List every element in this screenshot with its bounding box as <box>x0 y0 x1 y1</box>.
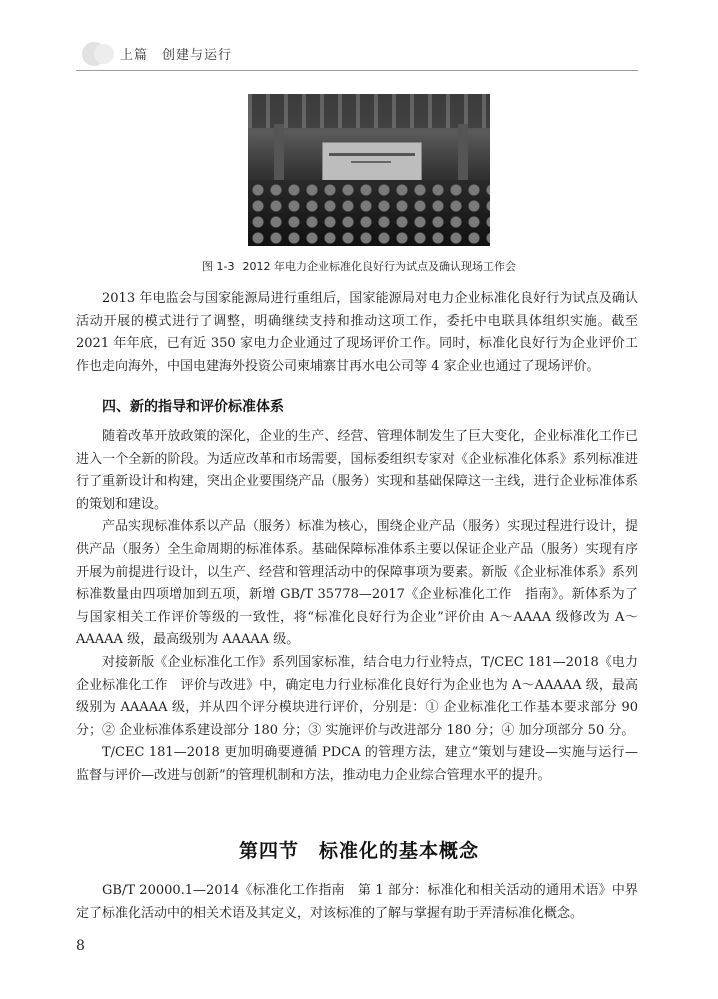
paragraph: 对接新版《企业标准化工作》系列国家标准，结合电力行业特点，T/CEC 181—2018《电力企业标准化工作 评价与改进》中，确定电力行业标准化良好行为企业也为 A～AAAAA 级，最高级别为 AAAAA 级，并从四个评分模块进行评价，分别是：① 企业标准化工作基本要求部分 90 分；② 企业标准体系建设部分 180 分；③ 实施评价与改进部分 180 分；④ 加分项部分 50 分。 <box>76 654 638 738</box>
body-block-section <box>76 426 638 788</box>
running-header <box>76 36 638 71</box>
paragraph: T/CEC 181—2018 更加明确要遵循 PDCA 的管理方法，建立“策划与建设—实施与运行—监督与评价—改进与创新”的管理机制和方法，推动电力企业综合管理水平的提升。 <box>76 745 638 783</box>
paragraph: 随着改革开放政策的深化，企业的生产、经营、管理体制发生了巨大变化，企业标准化工作已进入一个全新的阶段。为适应改革和市场需要，国标委组织专家对《企业标准化体系》系列标准进行了重新设计和构建，突出企业要围绕产品（服务）实现和基础保障这一主线，进行企业标准体系的策划和建设。 <box>76 429 638 512</box>
photo-banner-text-line <box>329 153 415 156</box>
photo-audience <box>248 180 490 246</box>
body-block-chapter <box>76 880 638 925</box>
photo-ceiling-lights <box>248 94 490 128</box>
figure-caption-number: 图 1-3 <box>202 260 235 273</box>
photo-banner-text-line <box>351 161 391 163</box>
page-number: 8 <box>76 938 85 954</box>
section-heading: 四、新的指导和评价标准体系 <box>102 399 284 415</box>
paragraph: 2013 年电监会与国家能源局进行重组后，国家能源局对电力企业标准化良好行为试点及确认活动开展的模式进行了调整，明确继续支持和推动这项工作，委托中电联具体组织实施。截至 2021 年年底，已有近 350 家电力企业通过了现场评价工作。同时，标准化良好行为企业评价工作也走向海外，中国电建海外投资公司柬埔寨甘再水电公司等 4 家企业也通过了现场评价。 <box>76 291 638 374</box>
meeting-photo <box>248 94 490 246</box>
paragraph: GB/T 20000.1—2014《标准化工作指南 第 1 部分：标准化和相关活动的通用术语》中界定了标准化活动中的相关术语及其定义，对该标准的了解与掌握有助于弄清标准化概念。 <box>76 883 638 921</box>
running-title: 上篇 创建与运行 <box>120 48 233 63</box>
body-block-top <box>76 288 638 378</box>
header-decoration-icon <box>80 39 116 69</box>
paragraph: 产品实现标准体系以产品（服务）标准为核心，围绕企业产品（服务）实现过程进行设计，提供产品（服务）全生命周期的标准体系。基础保障标准体系主要以保证企业产品（服务）实现有序开展为前提进行设计，以生产、经营和管理活动中的保障事项为要素。新版《企业标准体系》系列标准数量由四项增加到五项，新增 GB/T 35778—2017《企业标准化工作 指南》。新体系为了与国家相关工作评价等级的一致性，将“标准化良好行为企业”评价由 A～AAAA 级修改为 A～AAAAA 级，最高级别为 AAAAA 级。 <box>76 519 638 648</box>
chapter-heading: 第四节 标准化的基本概念 <box>238 840 479 862</box>
figure-caption-text: 2012 年电力企业标准化良好行为试点及确认现场工作会 <box>242 260 516 273</box>
figure-caption <box>0 258 718 274</box>
